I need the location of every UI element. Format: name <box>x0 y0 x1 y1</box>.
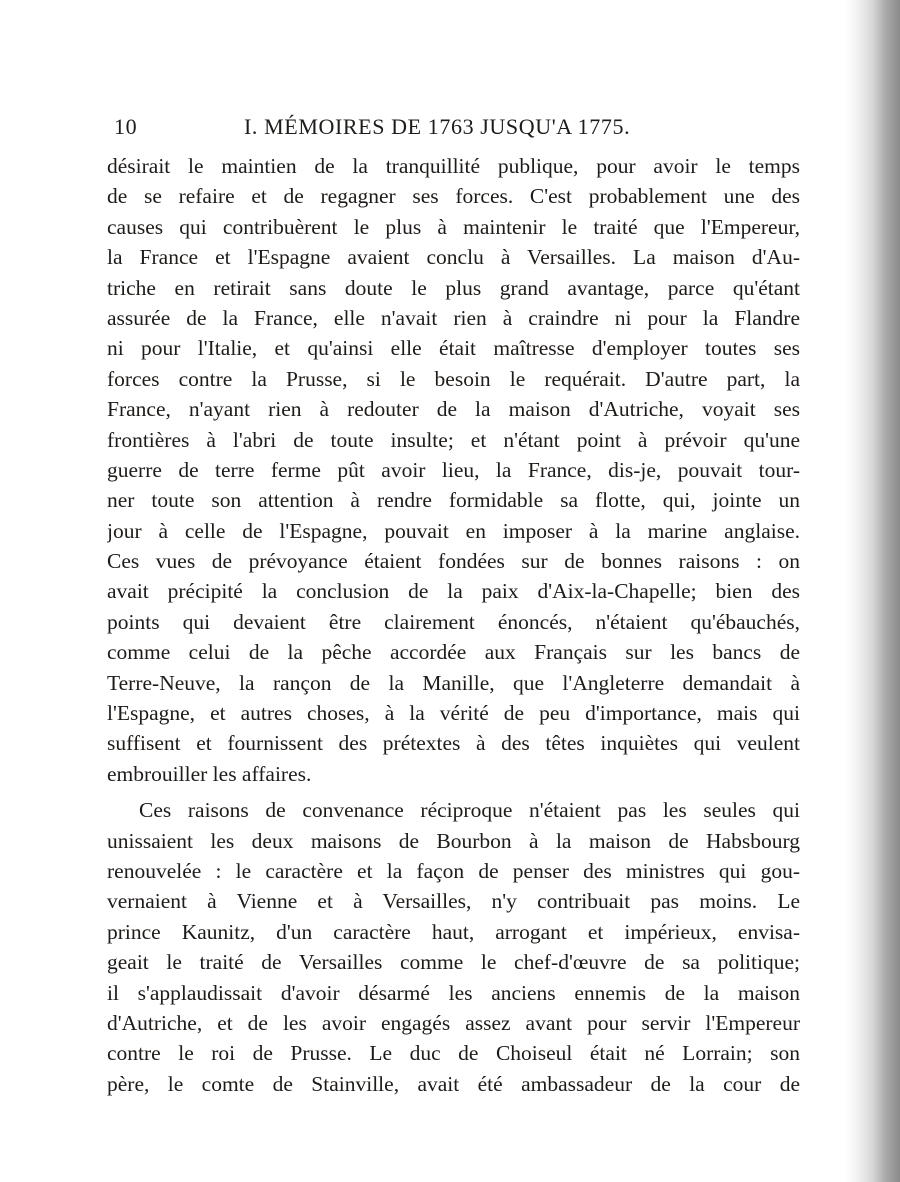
text-line: guerre de terre ferme pût avoir lieu, la France, dis-je, pouvait tour- <box>107 457 800 482</box>
text-line: il s'applaudissait d'avoir désarmé les anciens ennemis de la maison <box>107 980 800 1005</box>
text-line: geait le traité de Versailles comme le chef-d'œuvre de sa politique; <box>107 950 800 975</box>
text-line: ni pour l'Italie, et qu'ainsi elle était maîtresse d'employer toutes ses <box>107 336 800 361</box>
running-head <box>114 114 804 146</box>
text-line: père, le comte de Stainville, avait été ambassadeur de la cour de <box>107 1071 800 1096</box>
text-line: vernaient à Vienne et à Versailles, n'y contribuait pas moins. Le <box>107 889 800 914</box>
text-line: embrouiller les affaires. <box>107 761 312 786</box>
text-line: suffisent et fournissent des prétextes à des têtes inquiètes qui veulent <box>107 731 800 756</box>
text-line: assurée de la France, elle n'avait rien à craindre ni pour la Flandre <box>107 305 800 330</box>
paragraph-2 <box>107 795 800 1099</box>
text-line: points qui devaient être clairement énoncés, n'étaient qu'ébauchés, <box>107 609 800 634</box>
text-line: forces contre la Prusse, si le besoin le requérait. D'autre part, la <box>107 366 800 391</box>
paragraph-1 <box>107 151 800 789</box>
page-number: 10 <box>114 114 138 139</box>
text-line: désirait le maintien de la tranquillité publique, pour avoir le temps <box>107 154 800 178</box>
text-line: Ces raisons de convenance réciproque n'étaient pas les seules qui <box>139 798 800 823</box>
text-line: de se refaire et de regagner ses forces. C'est probablement une des <box>107 184 800 209</box>
text-line: Ces vues de prévoyance étaient fondées sur de bonnes raisons : on <box>107 549 800 574</box>
text-line: comme celui de la pêche accordée aux Français sur les bancs de <box>107 640 800 665</box>
text-line: prince Kaunitz, d'un caractère haut, arrogant et impérieux, envisa- <box>107 919 800 944</box>
text-line: renouvelée : le caractère et la façon de penser des ministres qui gou- <box>107 858 800 883</box>
text-line: France, n'ayant rien à redouter de la maison d'Autriche, voyait ses <box>107 397 800 422</box>
text-line: la France et l'Espagne avaient conclu à Versailles. La maison d'Au- <box>107 245 800 270</box>
text-line: unissaient les deux maisons de Bourbon à la maison de Habsbourg <box>107 828 800 853</box>
text-line: Terre-Neuve, la rançon de la Manille, que l'Angleterre demandait à <box>107 670 800 695</box>
body-text <box>107 151 800 1099</box>
text-line: ner toute son attention à rendre formidable sa flotte, qui, jointe un <box>107 488 800 513</box>
text-line: jour à celle de l'Espagne, pouvait en imposer à la marine anglaise. <box>107 518 800 543</box>
text-line: avait précipité la conclusion de la paix d'Aix-la-Chapelle; bien des <box>107 579 800 604</box>
text-line: contre le roi de Prusse. Le duc de Choiseul était né Lorrain; son <box>107 1041 800 1066</box>
text-line: l'Espagne, et autres choses, à la vérité de peu d'importance, mais qui <box>107 701 800 726</box>
text-line: d'Autriche, et de les avoir engagés assez avant pour servir l'Empereur <box>107 1010 800 1035</box>
text-line: triche en retirait sans doute le plus grand avantage, parce qu'étant <box>107 275 800 300</box>
text-line: causes qui contribuèrent le plus à maintenir le traité que l'Empereur, <box>107 214 800 239</box>
text-line: frontières à l'abri de toute insulte; et n'étant point à prévoir qu'une <box>107 427 800 452</box>
running-title: I. MÉMOIRES DE 1763 JUSQU'A 1775. <box>244 114 631 139</box>
